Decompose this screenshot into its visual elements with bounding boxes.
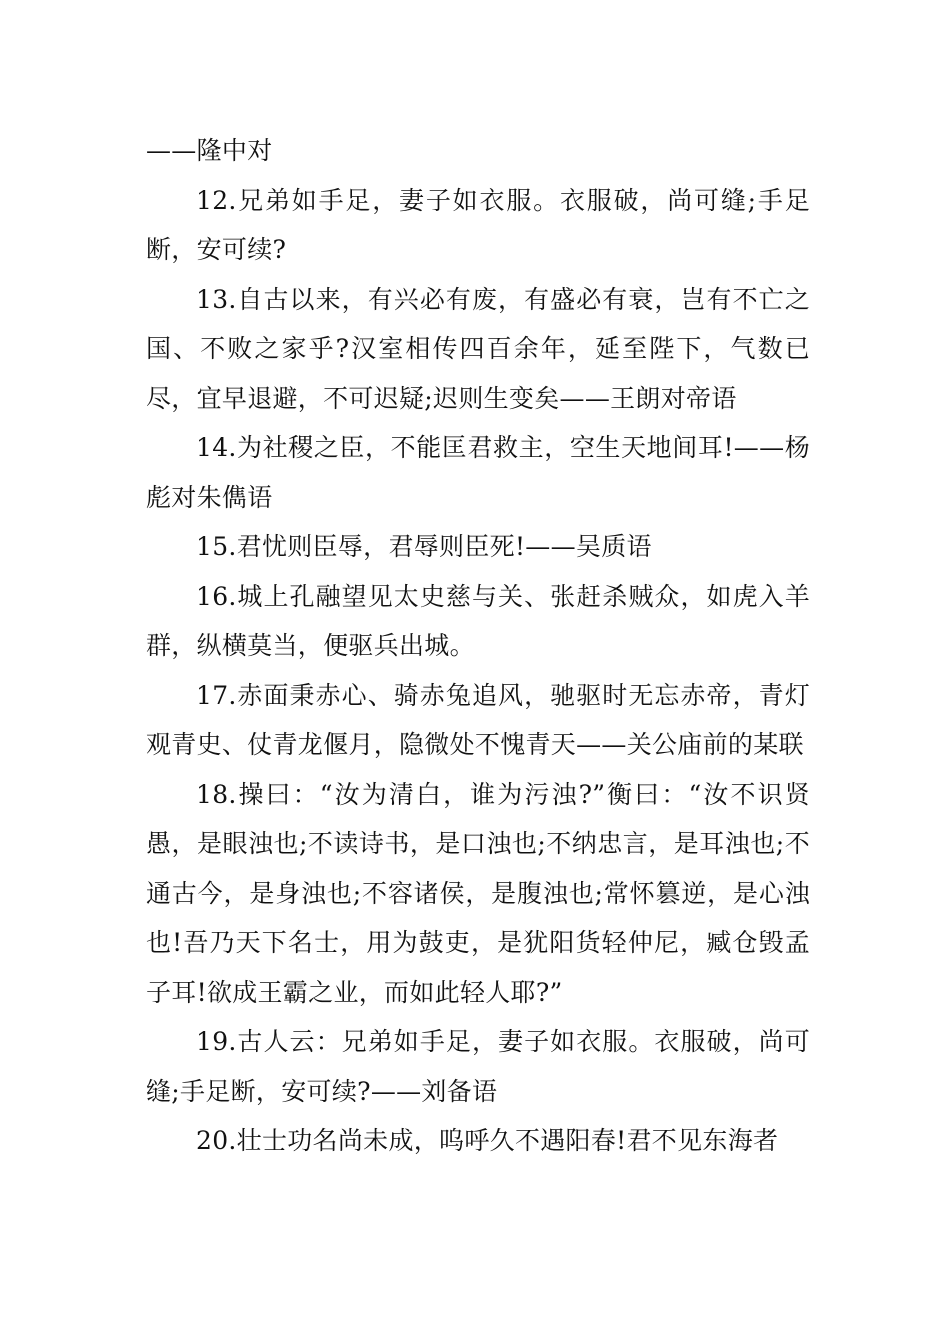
paragraph-17: 17.赤面秉赤心、骑赤兔追风，驰驱时无忘赤帝，青灯观青史、仗青龙偃月，隐微处不愧青天——关公庙前的某联 [146,680,810,759]
paragraph-16: 16.城上孔融望见太史慈与关、张赶杀贼众，如虎入羊群，纵横莫当，便驱兵出城。 [146,581,810,660]
paragraph-15: 15.君忧则臣辱，君辱则臣死!——吴质语 [196,532,652,561]
paragraph-13: 13.自古以来，有兴必有废，有盛必有衰，岂有不亡之国、不败之家乎?汉室相传四百余年，延至陛下，气数已尽，宜早退避，不可迟疑;迟则生变矣——王朗对帝语 [146,284,810,413]
paragraph-attribution: ——隆中对 [146,136,273,165]
paragraph-20: 20.壮士功名尚未成，呜呼久不遇阳春!君不见东海者 [196,1126,779,1155]
paragraph-18: 18.操曰：“汝为清白，谁为污浊?”衡曰：“汝不识贤愚，是眼浊也;不读诗书，是口浊也;不纳忠言，是耳浊也;不通古今，是身浊也;不容诸侯，是腹浊也;常怀篡逆，是心浊也!吾乃天下名士，用为鼓吏，是犹阳货轻仲尼，臧仓毁孟子耳!欲成王霸之业，而如此轻人耶?” [146,779,810,1007]
paragraph-14: 14.为社稷之臣，不能匡君救主，空生天地间耳!——杨彪对朱儁语 [146,433,810,512]
paragraph-19: 19.古人云：兄弟如手足，妻子如衣服。衣服破，尚可缝;手足断，安可续?——刘备语 [146,1027,810,1106]
paragraph-12: 12.兄弟如手足，妻子如衣服。衣服破，尚可缝;手足断，安可续? [146,185,810,264]
document-body [146,126,810,1166]
